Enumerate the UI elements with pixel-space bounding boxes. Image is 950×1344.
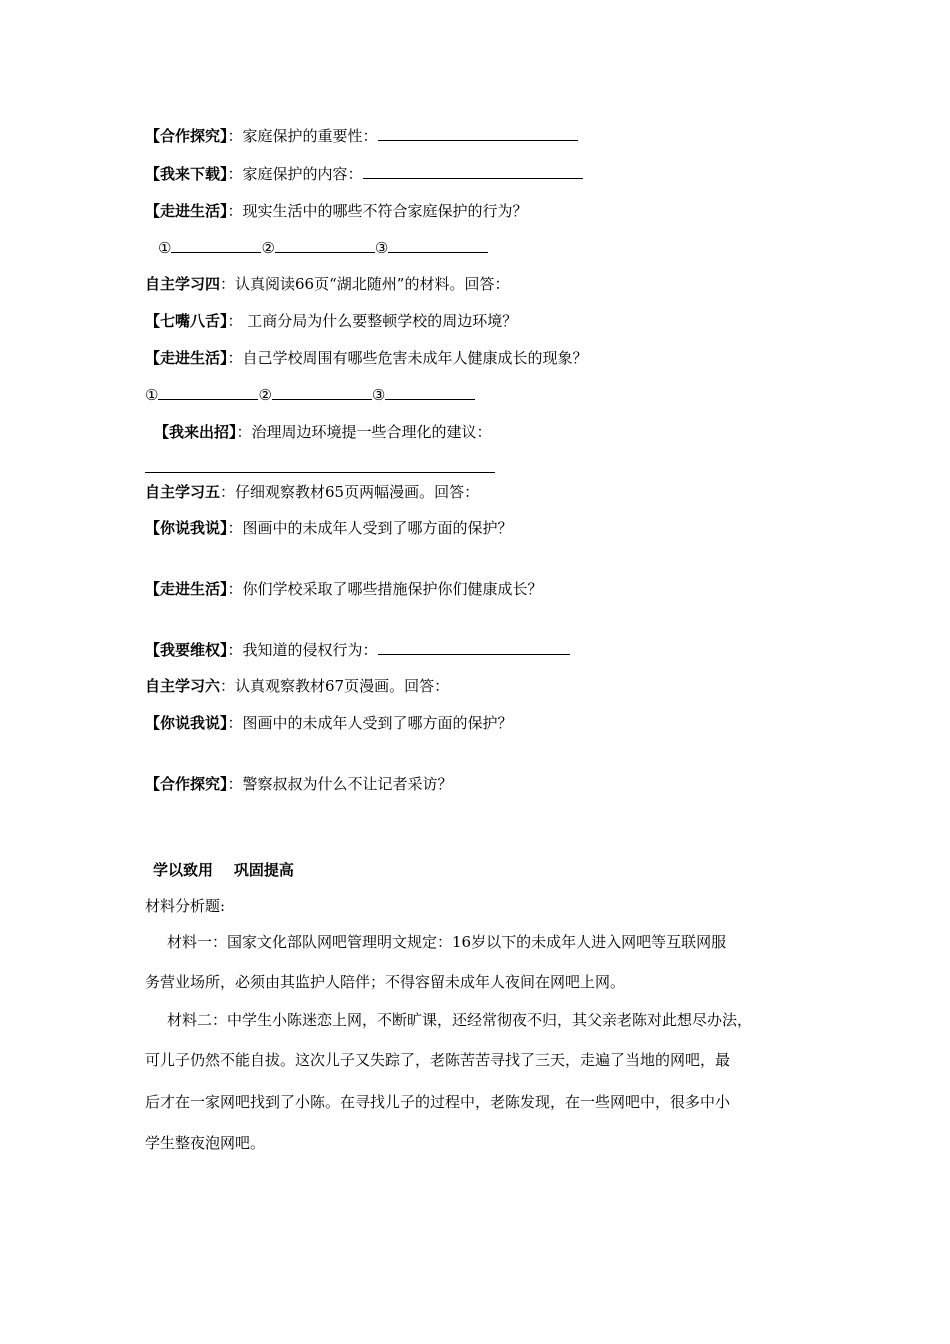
- answer-blank[interactable]: [378, 126, 578, 141]
- section-instruction: ：仔细观察教材65页两幅漫画。回答：: [220, 483, 480, 501]
- section-heading-4: [145, 274, 509, 294]
- answer-blank[interactable]: [275, 238, 375, 253]
- answer-blank[interactable]: [272, 385, 372, 400]
- question-rights: [145, 640, 570, 660]
- circled-number: ②: [261, 239, 275, 257]
- practice-subheading: 材料分析题:: [145, 897, 226, 915]
- question-cooperative-explore-1: [145, 126, 578, 146]
- material-1-line-1: 材料一：国家文化部队网吧管理明文规定：16岁以下的未成年人进入网吧等互联网服: [167, 933, 727, 951]
- section-heading-5: [145, 482, 479, 502]
- circled-number: ③: [371, 386, 386, 404]
- question-download: [145, 164, 583, 184]
- material-1-line-2: 务营业场所，必须由其监护人陪伴；不得容留未成年人夜间在网吧上网。: [145, 973, 626, 991]
- circled-number: ③: [374, 239, 389, 257]
- circled-number: ①: [158, 239, 172, 257]
- question-text: ：治理周边环境提一些合理化的建议：: [236, 423, 492, 441]
- question-tag: 【走进生活】: [145, 349, 228, 367]
- question-into-life-2: [145, 348, 588, 368]
- answer-blank[interactable]: [145, 458, 495, 473]
- question-suggestion: [154, 422, 492, 442]
- question-tag: 【你说我说】: [145, 714, 228, 732]
- question-tag: 【走进生活】: [145, 202, 228, 220]
- material-2-line-1: 材料二：中学生小陈迷恋上网，不断旷课，还经常彻夜不归，其父亲老陈对此想尽办法，: [167, 1011, 753, 1029]
- practice-heading: 学以致用 巩固提高: [153, 861, 294, 879]
- circled-number: ②: [258, 386, 272, 404]
- question-text: ：图画中的未成年人受到了哪方面的保护？: [227, 714, 513, 732]
- answer-blank[interactable]: [385, 385, 475, 400]
- answer-blank[interactable]: [363, 164, 583, 179]
- question-text: ：自己学校周围有哪些危害未成年人健康成长的现象？: [227, 349, 588, 367]
- answer-blank[interactable]: [388, 238, 488, 253]
- question-text: ：警察叔叔为什么不让记者采访？: [227, 775, 453, 793]
- question-tag: 【你说我说】: [145, 519, 228, 537]
- section-instruction: ：认真观察教材67页漫画。回答：: [220, 677, 450, 695]
- answer-blank[interactable]: [378, 640, 570, 655]
- section-title: 自主学习六: [145, 677, 221, 695]
- question-tag: 【我要维权】: [145, 641, 228, 659]
- section-heading-6: [145, 676, 449, 696]
- answer-blank[interactable]: [158, 385, 258, 400]
- question-into-life-3: [145, 579, 543, 599]
- blank-row-2: [145, 385, 475, 405]
- section-title: 自主学习四: [145, 275, 221, 293]
- question-into-life-1: [145, 201, 528, 221]
- question-you-say-2: [145, 713, 513, 733]
- question-discussion: [145, 311, 517, 331]
- question-tag: 【我来下载】: [145, 165, 228, 183]
- question-cooperative-explore-2: [145, 774, 453, 794]
- question-text: ：图画中的未成年人受到了哪方面的保护？: [227, 519, 513, 537]
- material-2-line-3: 后才在一家网吧找到了小陈。在寻找儿子的过程中，老陈发现，在一些网吧中，很多中小: [145, 1093, 731, 1111]
- question-text: ：家庭保护的内容：: [227, 165, 363, 183]
- question-tag: 【合作探究】: [145, 775, 228, 793]
- blank-row-1: [158, 238, 488, 258]
- answer-blank[interactable]: [171, 238, 261, 253]
- question-text: ：我知道的侵权行为：: [227, 641, 378, 659]
- section-instruction: ：认真阅读66页“湖北随州”的材料。回答：: [220, 275, 510, 293]
- question-you-say-1: [145, 518, 513, 538]
- question-text: ： 工商分局为什么要整顿学校的周边环境？: [227, 312, 518, 330]
- circled-number: ①: [145, 386, 159, 404]
- question-text: ：现实生活中的哪些不符合家庭保护的行为？: [227, 202, 528, 220]
- question-tag: 【我来出招】: [154, 423, 237, 441]
- section-title: 自主学习五: [145, 483, 221, 501]
- material-2-line-4: 学生整夜泡网吧。: [145, 1134, 266, 1152]
- question-tag: 【七嘴八舌】: [145, 312, 228, 330]
- question-tag: 【合作探究】: [145, 127, 228, 145]
- question-text: ：家庭保护的重要性：: [227, 127, 378, 145]
- material-2-line-2: 可儿子仍然不能自拔。这次儿子又失踪了，老陈苦苦寻找了三天，走遍了当地的网吧，最: [145, 1051, 731, 1069]
- question-tag: 【走进生活】: [145, 580, 228, 598]
- question-text: ：你们学校采取了哪些措施保护你们健康成长？: [227, 580, 543, 598]
- suggestion-blank-row: [145, 458, 495, 478]
